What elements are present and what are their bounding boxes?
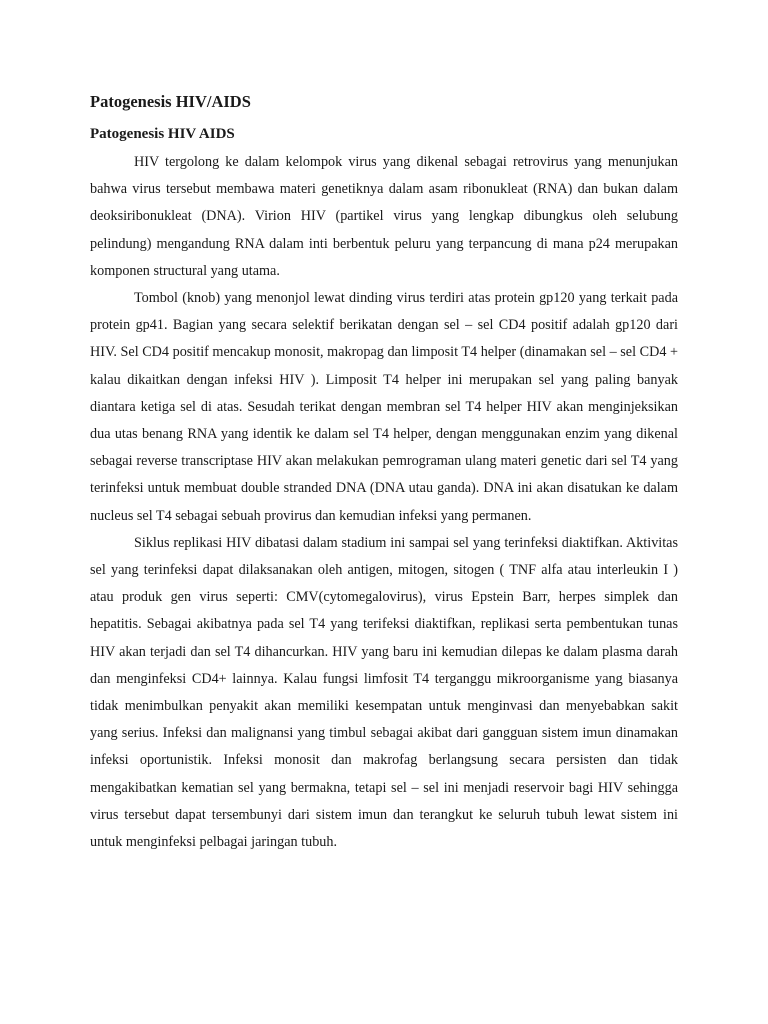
body-text	[90, 149, 678, 856]
section-heading: Patogenesis HIV AIDS	[90, 126, 235, 142]
document-title: Patogenesis HIV/AIDS	[90, 92, 251, 111]
paragraph-1: HIV tergolong ke dalam kelompok virus yang dikenal sebagai retrovirus yang menunjukan bahwa virus tersebut membawa materi genetiknya dalam asam ribonukleat (RNA) dan bukan dalam deoksiribonukleat (DNA). Virion HIV (partikel virus yang lengkap dibungkus oleh selubung pelindung) mengandung RNA dalam inti berbentuk peluru yang terpancung di mana p24 merupakan komponen structural yang utama.	[90, 154, 678, 279]
paragraph-3: Siklus replikasi HIV dibatasi dalam stadium ini sampai sel yang terinfeksi diaktifkan. Aktivitas sel yang terinfeksi dapat dilaksanakan oleh antigen, mitogen, sitogen ( TNF alfa atau interleukin I ) atau produk gen virus seperti: CMV(cytomegalovirus), virus Epstein Barr, herpes simplek dan hepatitis. Sebagai akibatnya pada sel T4 yang terifeksi diaktifkan, replikasi serta pembentukan tunas HIV akan terjadi dan sel T4 dihancurkan. HIV yang baru ini kemudian dilepas ke dalam plasma darah dan menginfeksi CD4+ lainnya. Kalau fungsi limfosit T4 terganggu mikroorganisme yang biasanya tidak menimbulkan penyakit akan memiliki kesempatan untuk menginvasi dan menyebabkan sakit yang serius. Infeksi dan malignansi yang timbul sebagai akibat dari gangguan sistem imun dinamakan infeksi oportunistik. Infeksi monosit dan makrofag berlangsung secara persisten dan tidak mengakibatkan kematian sel yang bermakna, tetapi sel – sel ini menjadi reservoir bagi HIV sehingga virus tersebut dapat tersembunyi dari sistem imun dan terangkut ke seluruh tubuh lewat sistem ini untuk menginfeksi pelbagai jaringan tubuh.	[90, 534, 678, 851]
paragraph-2: Tombol (knob) yang menonjol lewat dinding virus terdiri atas protein gp120 yang terkait pada protein gp41. Bagian yang secara selektif berikatan dengan sel – sel CD4 positif adalah gp120 dari HIV. Sel CD4 positif mencakup monosit, makropag dan limposit T4 helper (dinamakan sel – sel CD4 + kalau dikaitkan dengan infeksi HIV ). Limposit T4 helper ini merupakan sel yang paling banyak diantara ketiga sel di atas. Sesudah terikat dengan membran sel T4 helper HIV akan menginjeksikan dua utas benang RNA yang identik ke dalam sel T4 helper, dengan menggunakan enzim yang dikenal sebagai reverse transcriptase HIV akan melakukan pemrograman ulang materi genetic dari sel T4 yang terinfeksi untuk membuat double stranded DNA (DNA utau ganda). DNA ini akan disatukan ke dalam nucleus sel T4 sebagai sebuah provirus dan kemudian infeksi yang permanen.	[90, 290, 678, 524]
